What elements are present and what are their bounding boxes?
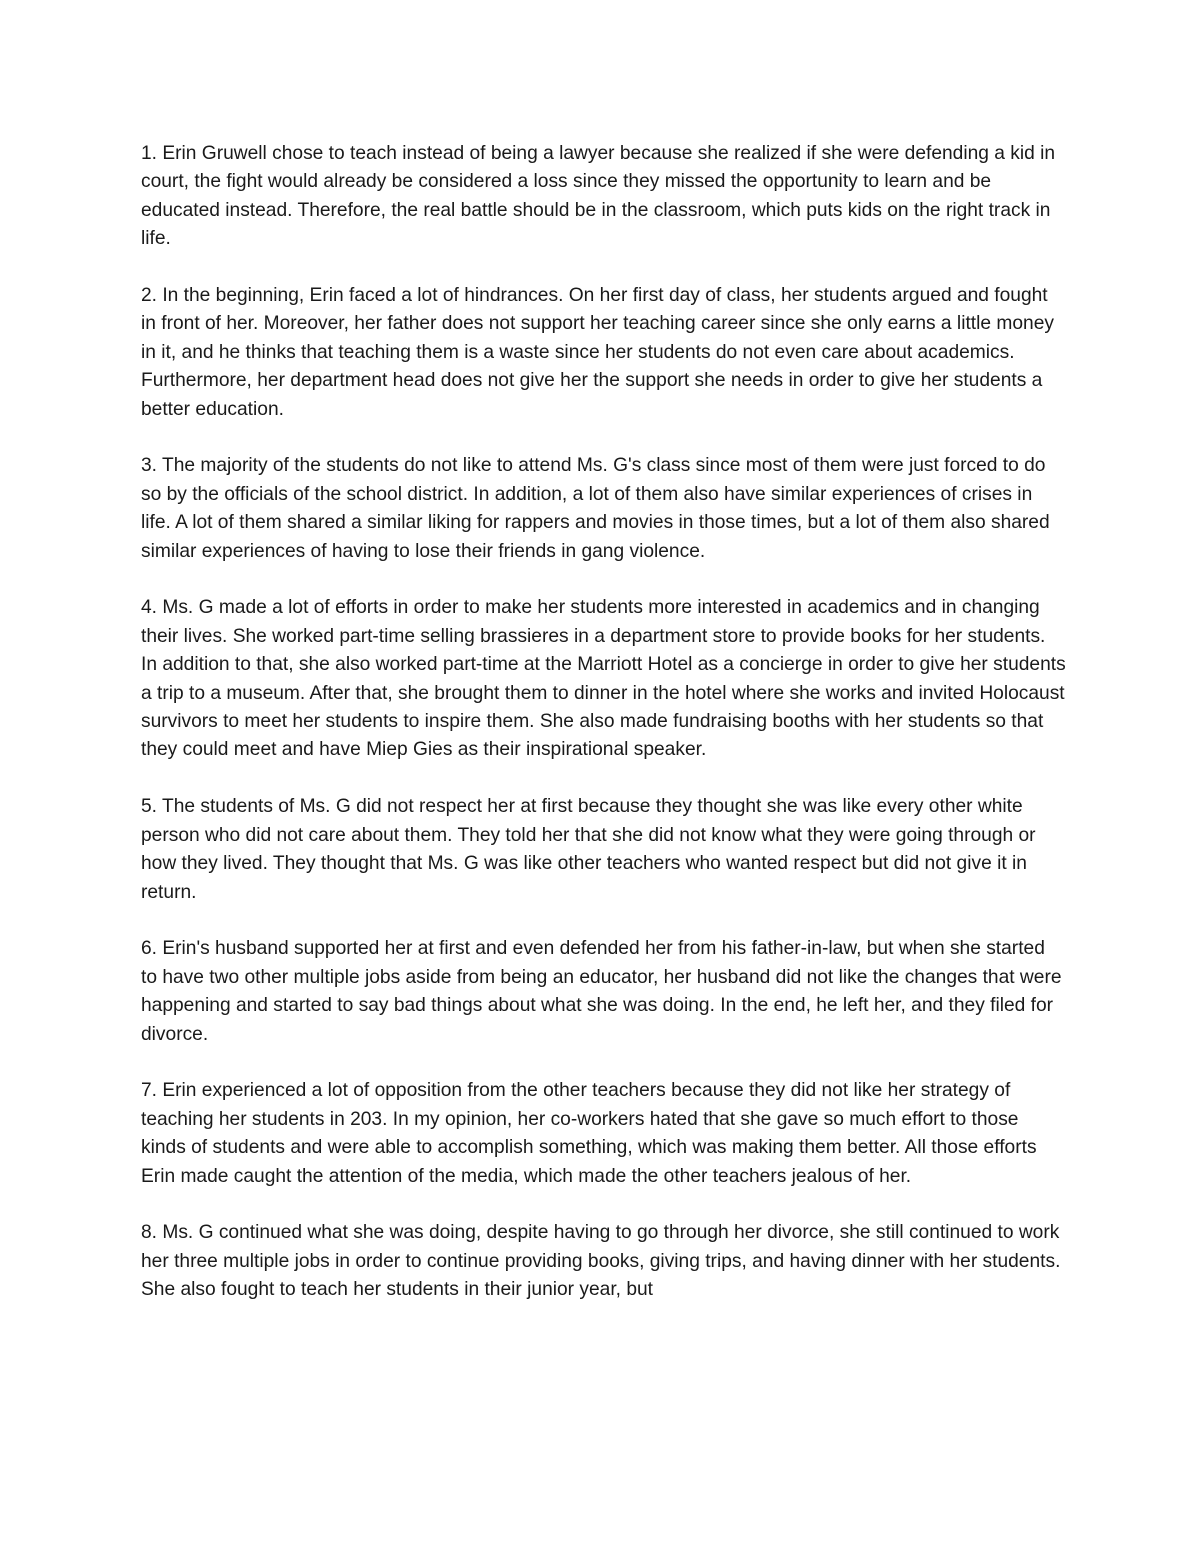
document-body [141,140,1066,1333]
answer-paragraph-2: 2. In the beginning, Erin faced a lot of hindrances. On her first day of class, her students argued and fought in front of her. Moreover, her father does not support her teaching career since she only earns a little money in it, and he thinks that teaching them is a waste since her students do not even care about academics. Furthermore, her department head does not give her the support she needs in order to give her students a better education. [141,285,1054,420]
answer-paragraph-8: 8. Ms. G continued what she was doing, despite having to go through her divorce, she still continued to work her three multiple jobs in order to continue providing books, giving trips, and having dinner with her students. She also fought to teach her students in their junior year, but [141,1222,1061,1301]
answer-paragraph-4: 4. Ms. G made a lot of efforts in order to make her students more interested in academics and in changing their lives. She worked part-time selling brassieres in a department store to provide books for her students. In addition to that, she also worked part-time at the Marriott Hotel as a concierge in order to give her students a trip to a museum. After that, she brought them to dinner in the hotel where she works and invited Holocaust survivors to meet her students to inspire them. She also made fundraising booths with her students so that they could meet and have Miep Gies as their inspirational speaker. [141,597,1066,761]
answer-paragraph-5: 5. The students of Ms. G did not respect her at first because they thought she was like every other white person who did not care about them. They told her that she did not know what they were going through or how they lived. They thought that Ms. G was like other teachers who wanted respect but did not give it in return. [141,796,1036,903]
answer-paragraph-3: 3. The majority of the students do not like to attend Ms. G's class since most of them were just forced to do so by the officials of the school district. In addition, a lot of them also have similar experiences of crises in life. A lot of them shared a similar liking for rappers and movies in those times, but a lot of them also shared similar experiences of having to lose their friends in gang violence. [141,455,1050,562]
answer-paragraph-6: 6. Erin's husband supported her at first and even defended her from his father-in-law, but when she started to have two other multiple jobs aside from being an educator, her husband did not like the changes that were happening and started to say bad things about what she was doing. In the end, he left her, and they filed for divorce. [141,938,1062,1045]
answer-paragraph-1: 1. Erin Gruwell chose to teach instead of being a lawyer because she realized if she were defending a kid in court, the fight would already be considered a loss since they missed the opportunity to learn and be educated instead. Therefore, the real battle should be in the classroom, which puts kids on the right track in life. [141,143,1056,250]
answer-paragraph-7: 7. Erin experienced a lot of opposition from the other teachers because they did not like her strategy of teaching her students in 203. In my opinion, her co-workers hated that she gave so much effort to those kinds of students and were able to accomplish something, which was making them better. All those efforts Erin made caught the attention of the media, which made the other teachers jealous of her. [141,1080,1037,1187]
